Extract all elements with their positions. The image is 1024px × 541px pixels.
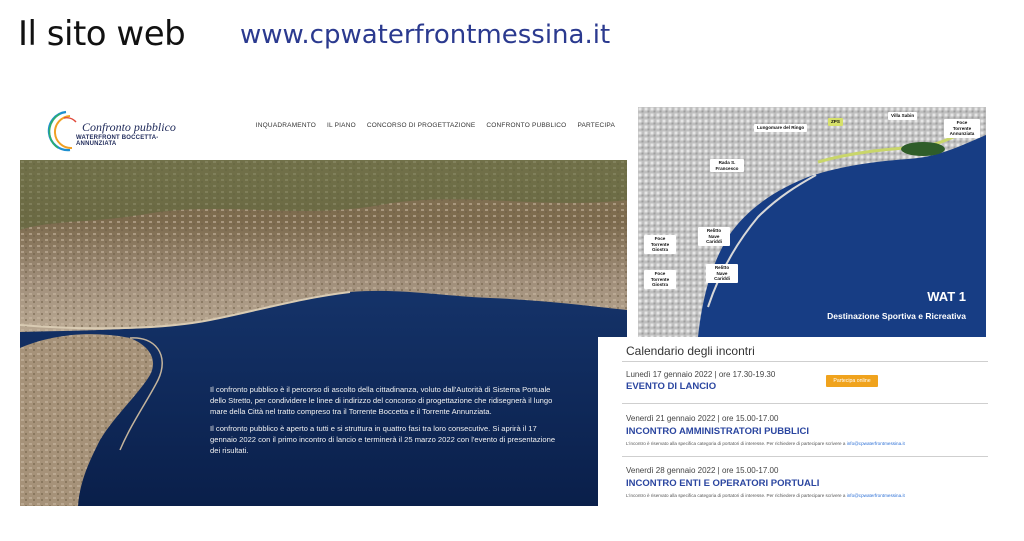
divider <box>622 456 988 457</box>
event-3-desc-text: L'incontro è riservato alla specifica categoria di portatori di interesse. Per richiedere di partecipare scrivere a <box>626 493 847 498</box>
event-2-desc-text: L'incontro è riservato alla specifica categoria di portatori di interesse. Per richiedere di partecipare scrivere a <box>626 441 847 446</box>
map-label-foce-giostra-1: Foce Torrente Giostra <box>644 235 676 254</box>
map-label-relitto-2: Relitto Nave Cariddi <box>706 264 738 283</box>
map-label-foce-annunziata: Foce Torrente Annunziata <box>944 119 980 138</box>
map-label-zps: ZPS <box>828 118 843 126</box>
site-logo[interactable] <box>36 104 176 154</box>
event-3-date: Venerdì 28 gennaio 2022 | ore 15.00-17.00 <box>626 466 779 475</box>
map-title: WAT 1 <box>927 289 966 304</box>
hero-aerial-photo <box>20 160 627 506</box>
event-2-date: Venerdì 21 gennaio 2022 | ore 15.00-17.00 <box>626 414 779 423</box>
nav-item-inquadramento[interactable]: INQUADRAMENTO <box>255 122 317 129</box>
nav-item-confronto[interactable]: CONFRONTO PUBBLICO <box>486 122 567 129</box>
slide-title: Il sito web <box>18 14 186 54</box>
site-nav <box>256 122 615 129</box>
map-label-lungomare: Lungomare del Ringo <box>754 124 807 132</box>
map-label-relitto-1: Relitto Nave Cariddi <box>698 227 730 246</box>
hero-description <box>210 384 560 456</box>
calendar-title: Calendario degli incontri <box>626 344 755 358</box>
event-3-title[interactable]: INCONTRO ENTI E OPERATORI PORTUALI <box>626 478 820 489</box>
map-label-foce-giostra-2: Foce Torrente Giostra <box>644 270 676 289</box>
logo-title: Confronto pubblico <box>82 120 176 134</box>
event-3-description <box>626 493 905 498</box>
event-1-date: Lunedì 17 gennaio 2022 | ore 17.30-19.30 <box>626 370 776 379</box>
map-label-rada: Rada S. Francesco <box>710 159 744 172</box>
events-calendar <box>598 337 988 507</box>
divider <box>622 361 988 362</box>
event-3-email-link[interactable]: info@cpwaterfrontmessina.it <box>846 493 905 498</box>
event-2-description <box>626 441 905 446</box>
hero-paragraph-2: Il confronto pubblico è aperto a tutti e si struttura in quattro fasi tra loro consecutive. Si aprirà il 17 gennaio 2022 con il primo incontro di lancio e terminerà il 25 marzo 2022 con l'evento di presentazione dei risultati. <box>210 424 556 455</box>
event-1-title[interactable]: EVENTO DI LANCIO <box>626 381 717 392</box>
hero-paragraph-1: Il confronto pubblico è il percorso di ascolto della cittadinanza, voluto dall'Autorità di Sistema Portuale dello Stretto, per condividere le linee di indirizzo del concorso di progettazione che ridisegnerà il lungo mare della Città nel tratto compreso tra il Torrente Boccetta e il Torrente Annunziata. <box>210 385 553 416</box>
wat1-map <box>638 107 986 337</box>
map-subtitle: Destinazione Sportiva e Ricreativa <box>827 311 966 321</box>
event-2-title[interactable]: INCONTRO AMMINISTRATORI PUBBLICI <box>626 426 809 437</box>
site-header <box>20 98 627 160</box>
participate-online-button[interactable]: Partecipa online <box>826 375 878 387</box>
site-url[interactable]: www.cpwaterfrontmessina.it <box>240 20 611 50</box>
nav-item-concorso[interactable]: CONCORSO DI PROGETTAZIONE <box>366 122 476 129</box>
map-label-villa-sabin: Villa Sabin <box>888 112 917 120</box>
nav-item-piano[interactable]: IL PIANO <box>327 122 356 129</box>
logo-subtitle: WATERFRONT BOCCETTA-ANNUNZIATA <box>76 135 159 147</box>
nav-item-partecipa[interactable]: PARTECIPA <box>577 122 615 129</box>
divider <box>622 403 988 404</box>
event-2-email-link[interactable]: info@cpwaterfrontmessina.it <box>846 441 905 446</box>
